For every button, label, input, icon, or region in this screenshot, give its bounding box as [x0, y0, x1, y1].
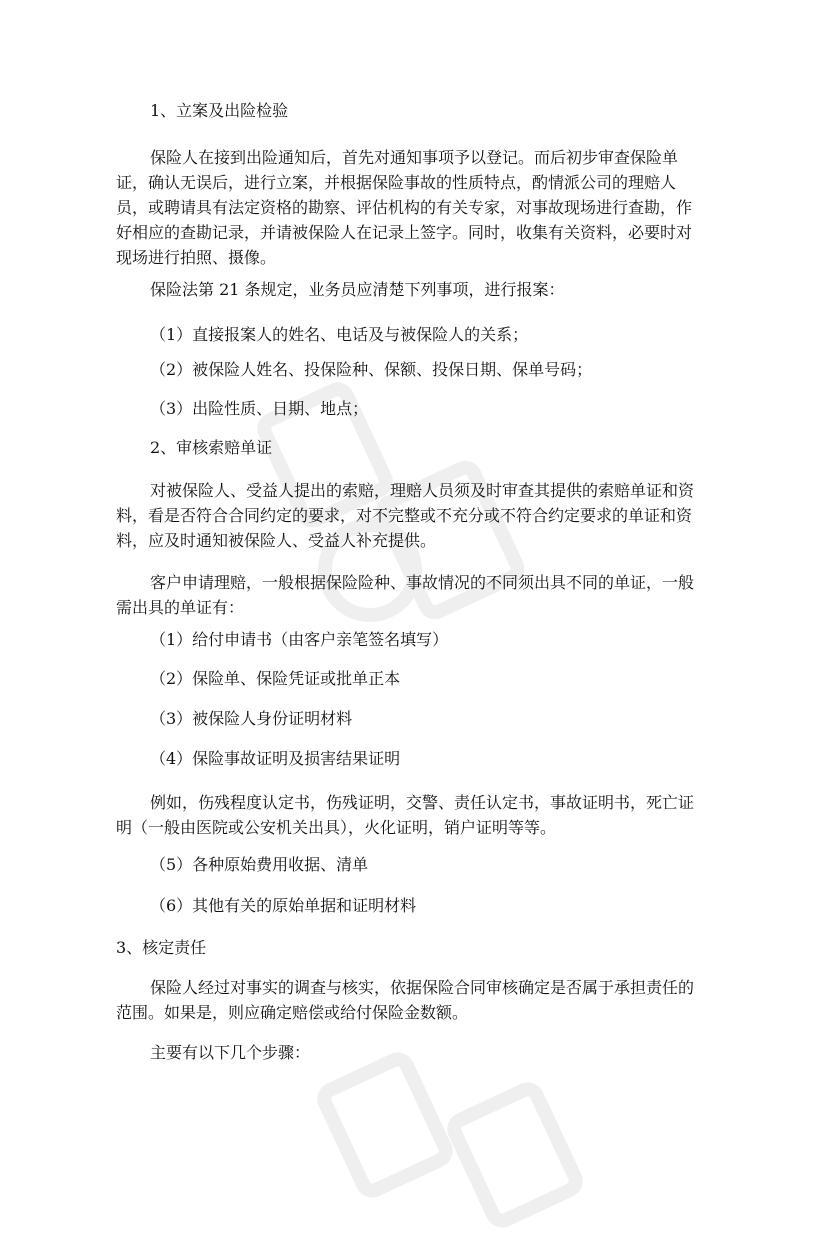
list-item: （4）保险事故证明及损害结果证明 — [150, 749, 401, 768]
paragraph-7: 主要有以下几个步骤： — [150, 1043, 311, 1062]
text-line: 现场进行拍照、摄像。 — [116, 248, 277, 267]
text-line: 客户申请理赔，一般根据保险险种、事故情况的不同须出具不同的单证，一般 — [150, 573, 695, 592]
list-item: （1）直接报案人的姓名、电话及与被保险人的关系； — [150, 325, 529, 344]
text-line: 明（一般由医院或公安机关出具），火化证明，销户证明等等。 — [116, 818, 557, 837]
list-item: （5）各种原始费用收据、清单 — [150, 855, 369, 874]
watermark-logo-bottom — [300, 1040, 600, 1240]
paragraph-3 — [116, 478, 726, 553]
text-line: 保险人在接到出险通知后，首先对通知事项予以登记。而后初步审查保险单 — [150, 148, 679, 167]
text-line: 好相应的查勘记录，并请被保险人在记录上签字。同时，收集有关资料，必要时对 — [116, 223, 693, 242]
text-line: 员，或聘请具有法定资格的勘察、评估机构的有关专家，对事故现场进行查勘，作 — [116, 198, 693, 217]
heading-1: 1、立案及出险检验 — [150, 101, 289, 120]
text-line: 对被保险人、受益人提出的索赔，理赔人员须及时审查其提供的索赔单证和资 — [150, 481, 695, 500]
text-line: 料，应及时通知被保险人、受益人补充提供。 — [116, 531, 437, 550]
list-item: （2）被保险人姓名、投保险种、保额、投保日期、保单号码； — [150, 360, 593, 379]
list-item: （1）给付申请书（由客户亲笔签名填写） — [150, 630, 449, 649]
paragraph-4 — [116, 570, 726, 620]
paragraph-6 — [116, 975, 726, 1025]
list-item: （3）出险性质、日期、地点； — [150, 399, 369, 418]
heading-3: 3、核定责任 — [116, 938, 207, 957]
text-line: 保险人经过对事实的调查与核实，依据保险合同审核确定是否属于承担责任的 — [150, 978, 695, 997]
text-line: 料，看是否符合合同约定的要求，对不完整或不充分或不符合约定要求的单证和资 — [116, 506, 693, 525]
list-item: （3）被保险人身份证明材料 — [150, 709, 353, 728]
text-line: 证，确认无误后，进行立案，并根据保险事故的性质特点，酌情派公司的理赔人 — [116, 173, 677, 192]
paragraph-2: 保险法第 21 条规定，业务员应清楚下列事项，进行报案： — [150, 280, 565, 299]
list-item: （6）其他有关的原始单据和证明材料 — [150, 896, 417, 915]
paragraph-5 — [116, 790, 726, 840]
heading-2: 2、审核索赔单证 — [150, 438, 273, 457]
list-item: （2）保险单、保险凭证或批单正本 — [150, 669, 401, 688]
text-line: 范围。如果是，则应确定赔偿或给付保险金数额。 — [116, 1003, 469, 1022]
paragraph-1 — [116, 145, 726, 270]
text-line: 例如，伤残程度认定书，伤残证明，交警、责任认定书，事故证明书，死亡证 — [150, 793, 695, 812]
text-line: 需出具的单证有： — [116, 598, 245, 617]
